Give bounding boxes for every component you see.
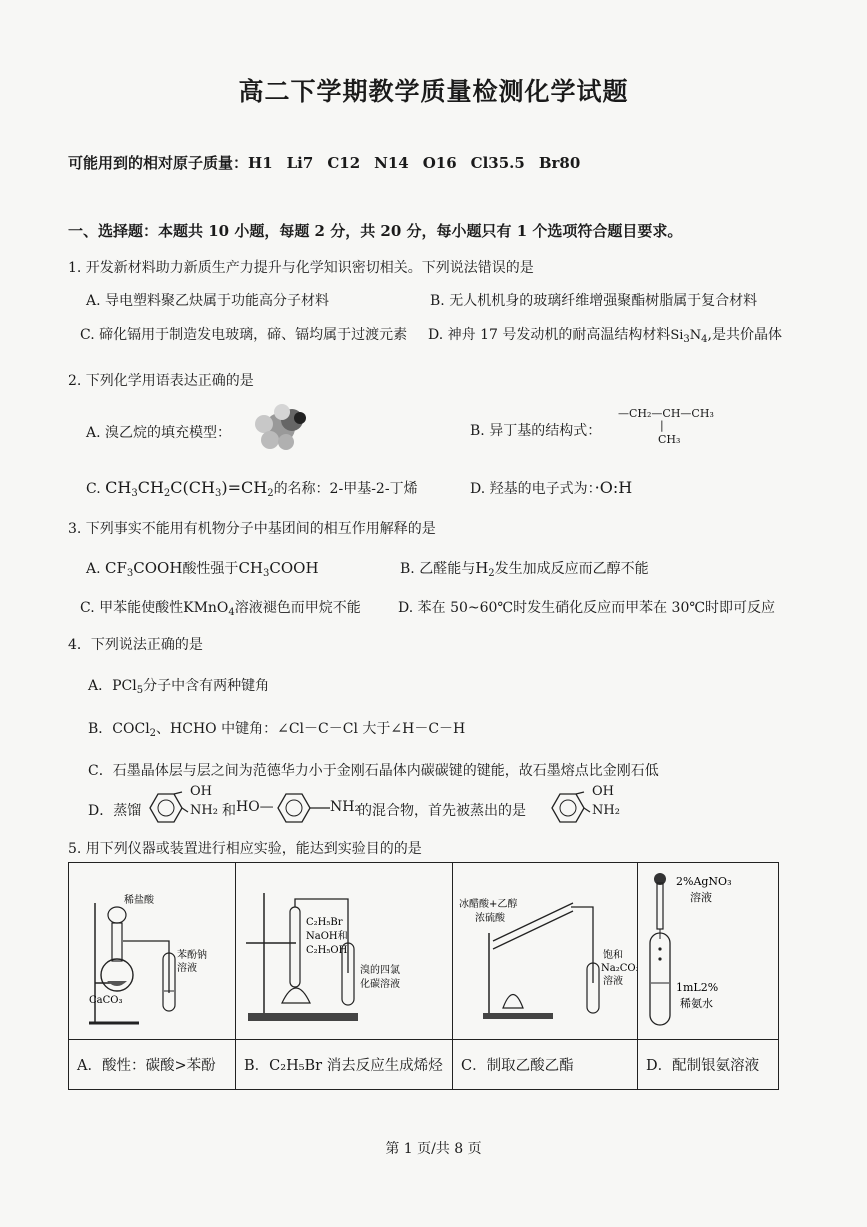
atomic-mass: Cl35.5 bbox=[470, 154, 525, 172]
caption-b: B．C₂H₅Br 消去反应生成烯烃 bbox=[236, 1040, 453, 1090]
formula-h2: $H_2$ bbox=[475, 559, 495, 579]
formula-si3n4: $Si_3N_4$ bbox=[670, 328, 708, 345]
question-3-option-b bbox=[400, 558, 649, 579]
question-4-option-a bbox=[88, 675, 269, 696]
ho-label: HO— bbox=[236, 799, 274, 815]
atomic-mass: O16 bbox=[422, 154, 457, 172]
option-text: 分子中含有两种键角 bbox=[143, 678, 270, 694]
apparatus-d bbox=[638, 863, 779, 1040]
option-text: D．蒸馏 bbox=[88, 803, 142, 819]
question-4-option-d bbox=[88, 800, 141, 820]
nh2-label: NH₂ bbox=[190, 803, 218, 818]
question-1-option-a: A. 导电塑料聚乙炔属于功能高分子材料 bbox=[86, 293, 330, 309]
formula-kmno4: KMnO$_4$ bbox=[183, 600, 235, 618]
apparatus-d-drawing-icon bbox=[638, 863, 778, 1035]
nh2-label: NH₂ bbox=[330, 799, 361, 815]
apparatus-a-drawing-icon bbox=[69, 863, 235, 1035]
label-c2h5br: C₂H₅Br bbox=[306, 917, 343, 928]
caption-a: A．酸性：碳酸>苯酚 bbox=[69, 1040, 236, 1090]
label-saturated: 饱和 bbox=[603, 950, 623, 961]
apparatus-c-drawing-icon bbox=[453, 863, 637, 1035]
caption-d: D．配制银氨溶液 bbox=[638, 1040, 779, 1090]
label-solution: 溶液 bbox=[603, 976, 623, 987]
caption-c: C．制取乙酸乙酯 bbox=[453, 1040, 638, 1090]
question-4-option-c: C．石墨晶体层与层之间为范德华力小于金刚石晶体内碳碳键的键能，故石墨熔点比金刚石低 bbox=[88, 763, 659, 779]
label-naoh: NaOH和 bbox=[306, 931, 348, 942]
apparatus-b-drawing-icon bbox=[236, 863, 452, 1035]
question-3-option-d: D. 苯在 50~60℃时发生硝化反应而甲苯在 30℃时即可反应 bbox=[398, 600, 776, 616]
atomic-masses bbox=[68, 152, 580, 173]
formula-2-methyl-2-butene: $CH_3CH_2C(CH_3)=CH_2$ bbox=[105, 478, 274, 499]
atomic-mass: C12 bbox=[327, 154, 361, 172]
isobutyl-formula-bottom: CH₃ bbox=[658, 433, 681, 446]
question-1-stem: 1. 开发新材料助力新质生产力提升与化学知识密切相关。下列说法错误的是 bbox=[68, 260, 534, 276]
section-heading: 一、选择题：本题共 10 小题，每题 2 分，共 20 分，每小题只有 1 个选项符合题目要求。 bbox=[68, 222, 683, 240]
formula-ch3cooh: $CH_3COOH$ bbox=[238, 559, 319, 579]
atomic-mass: H1 bbox=[248, 154, 273, 172]
label-na2co3: Na₂CO₃ bbox=[601, 963, 637, 974]
page-footer: 第 1 页/共 8 页 bbox=[385, 1141, 482, 1157]
option-text: 溶液褪色而甲烷不能 bbox=[234, 600, 361, 616]
question-3-option-c bbox=[80, 597, 361, 618]
and-text: 和 bbox=[222, 803, 236, 819]
atomic-mass: Li7 bbox=[286, 154, 314, 172]
question-3-stem: 3. 下列事实不能用有机物分子中基团间的相互作用解释的是 bbox=[68, 521, 436, 537]
question-2-stem: 2. 下列化学用语表达正确的是 bbox=[68, 373, 254, 389]
label-c2h5oh: C₂H₅OH bbox=[306, 945, 348, 956]
experiment-table bbox=[68, 862, 779, 1090]
nh2-label: NH₂ bbox=[592, 803, 620, 818]
p-aminophenol-structure-icon bbox=[268, 786, 338, 830]
atomic-masses-label: 可能用到的相对原子质量： bbox=[68, 154, 249, 172]
label-solution: 化碳溶液 bbox=[360, 979, 400, 990]
label-solution: 溶液 bbox=[177, 963, 197, 974]
label-solution: 溶液 bbox=[690, 891, 712, 904]
label-dilute-ammonia: 稀氨水 bbox=[680, 997, 713, 1010]
question-3-option-a bbox=[86, 558, 319, 579]
option-text: D. 羟基的电子式为： bbox=[470, 481, 595, 497]
option-text: B. 乙醛能与 bbox=[400, 561, 476, 577]
option-text: 发生加成反应而乙醇不能 bbox=[494, 561, 649, 577]
subscript: 5 bbox=[136, 685, 144, 696]
question-4-d-mid: 的混合物，首先被蒸出的是 bbox=[358, 803, 526, 819]
question-2-option-d bbox=[470, 478, 632, 498]
label-agno3: 2%AgNO₃ bbox=[676, 875, 732, 888]
apparatus-a bbox=[69, 863, 236, 1040]
option-text: 、HCHO 中键角：∠Cl－C－Cl 大于∠H－C－H bbox=[156, 721, 466, 737]
label-conc-h2so4: 浓硫酸 bbox=[475, 913, 505, 924]
question-2-option-c bbox=[86, 478, 418, 499]
formula-cf3cooh: $CF_3COOH$ bbox=[105, 559, 183, 579]
subscript: 2 bbox=[149, 728, 157, 739]
hydroxyl-electron-formula: ·O:H bbox=[594, 478, 633, 497]
isobutyl-formula-top: —CH₂—CH—CH₃ bbox=[618, 407, 714, 420]
isobutyl-bond: | bbox=[660, 419, 664, 432]
option-letter: C. bbox=[86, 481, 106, 497]
apparatus-c bbox=[453, 863, 638, 1040]
option-text: A．PCl bbox=[88, 678, 137, 694]
option-text: 的名称：2-甲基-2-丁烯 bbox=[273, 481, 418, 497]
oh-label: OH bbox=[190, 784, 212, 799]
question-4-option-b bbox=[88, 718, 465, 739]
option-text: D. 神舟 17 号发动机的耐高温结构材料 bbox=[428, 327, 671, 343]
atomic-mass: N14 bbox=[374, 154, 409, 172]
question-4-stem: 4．下列说法正确的是 bbox=[68, 637, 203, 653]
option-letter: A. bbox=[86, 561, 106, 577]
question-5-stem: 5. 用下列仪器或装置进行相应实验，能达到实验目的的是 bbox=[68, 841, 422, 857]
question-1-option-b: B. 无人机机身的玻璃纤维增强聚酯树脂属于复合材料 bbox=[430, 293, 758, 309]
question-1-option-d: D. 神舟 17 号发动机的耐高温结构材料$Si_3N_4$,是共价晶体 bbox=[428, 327, 782, 345]
option-text: C. 甲苯能使酸性 bbox=[80, 600, 184, 616]
atomic-mass: Br80 bbox=[538, 154, 581, 172]
question-2-option-b: B. 异丁基的结构式： bbox=[470, 423, 602, 439]
label-bromine-ccl4: 溴的四氯 bbox=[360, 965, 400, 976]
label-caco3: CaCO₃ bbox=[89, 995, 123, 1006]
label-ammonia-volume: 1mL2% bbox=[676, 981, 719, 994]
bromoethane-model-icon bbox=[240, 400, 310, 452]
question-1-option-c: C. 碲化镉用于制造发电玻璃，碲、镉均属于过渡元素 bbox=[80, 327, 408, 343]
label-sodium-phenoxide: 苯酚钠 bbox=[177, 950, 207, 961]
option-text: 酸性强于 bbox=[182, 561, 239, 577]
option-text: 是共价晶体 bbox=[712, 327, 782, 343]
label-dilute-hcl: 稀盐酸 bbox=[124, 895, 154, 906]
oh-label: OH bbox=[592, 784, 614, 799]
question-2-option-a: A. 溴乙烷的填充模型： bbox=[86, 425, 232, 441]
page-title: 高二下学期教学质量检测化学试题 bbox=[238, 77, 629, 106]
label-acid-alcohol: 冰醋酸+乙醇 bbox=[459, 899, 518, 910]
option-text: B．COCl bbox=[88, 721, 150, 737]
apparatus-b bbox=[236, 863, 453, 1040]
